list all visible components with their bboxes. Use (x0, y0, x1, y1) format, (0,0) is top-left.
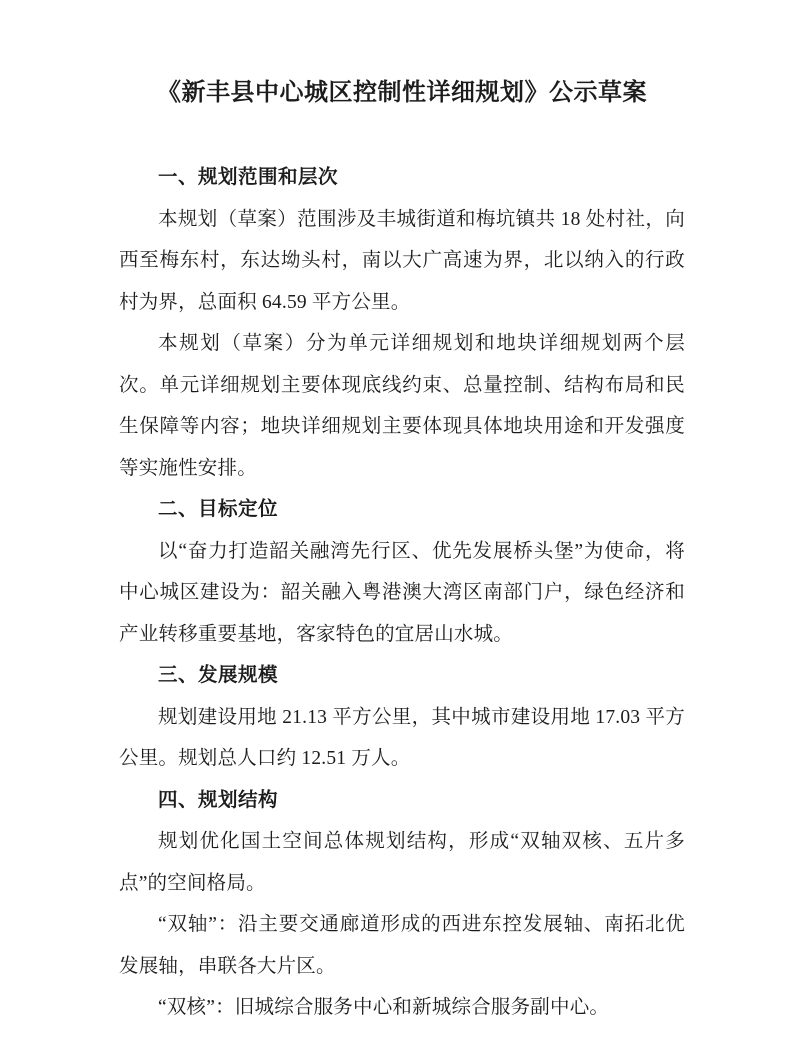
section-goal-positioning (119, 489, 685, 655)
section-scope-and-levels (119, 157, 685, 489)
document-title: 《新丰县中心城区控制性详细规划》公示草案 (157, 80, 647, 106)
section-heading-structure: 四、规划结构 (158, 789, 279, 811)
paragraph-scope-levels: 本规划（草案）分为单元详细规划和地块详细规划两个层次。单元详细规划主要体现底线约束、总量控制、结构布局和民生保障等内容；地块详细规划主要体现具体地块用途和开发强度等实施性安排。 (119, 333, 685, 479)
section-development-scale (119, 655, 685, 780)
section-planning-structure (119, 780, 685, 1029)
paragraph-dual-cores: “双核”：旧城综合服务中心和新城综合服务副中心。 (158, 997, 610, 1018)
document-body (119, 157, 685, 1029)
paragraph-scope-extent: 本规划（草案）范围涉及丰城街道和梅坑镇共 18 处村社，向西至梅东村，东达坳头村，南以大广高速为界，北以纳入的行政村为界，总面积 64.59 平方公里。 (119, 208, 685, 313)
paragraph-structure-overview: 规划优化国土空间总体规划结构，形成“双轴双核、五片多点”的空间格局。 (119, 831, 685, 894)
paragraph-dual-axes: “双轴”：沿主要交通廊道形成的西进东控发展轴、南拓北优发展轴，串联各大片区。 (119, 914, 685, 977)
section-heading-scale: 三、发展规模 (158, 665, 279, 686)
paragraph-goal: 以“奋力打造韶关融湾先行区、优先发展桥头堡”为使命，将中心城区建设为：韶关融入粤港澳大湾区南部门户，绿色经济和产业转移重要基地，客家特色的宜居山水城。 (119, 540, 685, 645)
section-heading-scope: 一、规划范围和层次 (158, 167, 339, 188)
section-heading-goal: 二、目标定位 (158, 499, 279, 520)
paragraph-scale: 规划建设用地 21.13 平方公里，其中城市建设用地 17.03 平方公里。规划总人口约 12.51 万人。 (119, 706, 685, 769)
